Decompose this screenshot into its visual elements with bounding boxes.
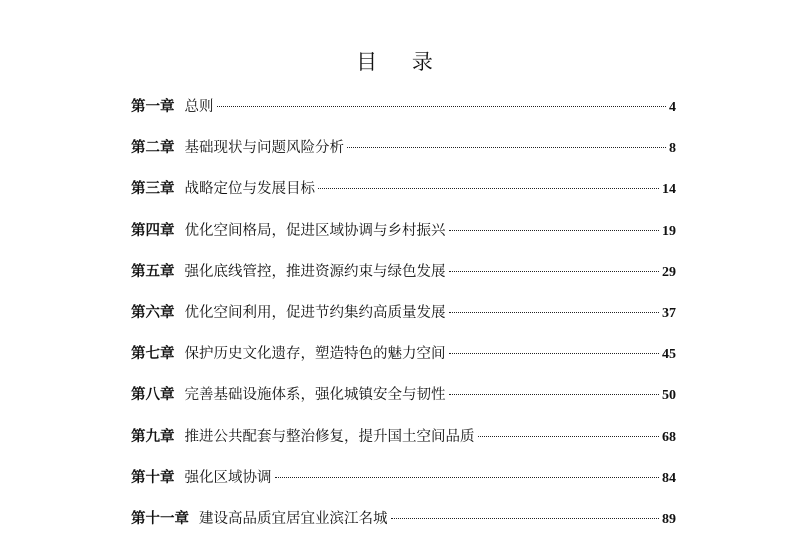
toc-chapter-number: 第二章 (131, 140, 175, 157)
toc-entry[interactable] (131, 92, 676, 133)
toc-page-number: 45 (662, 347, 676, 363)
toc-entry[interactable] (131, 174, 676, 215)
toc-entry[interactable] (131, 463, 676, 504)
toc-chapter-number: 第十一章 (131, 510, 189, 527)
toc-chapter-title: 强化区域协调 (184, 469, 272, 486)
toc-entry[interactable] (131, 422, 676, 463)
toc-entry[interactable] (131, 257, 676, 298)
toc-chapter-number: 第六章 (131, 304, 175, 321)
toc-entry[interactable] (131, 216, 676, 257)
toc-chapter-number: 第五章 (131, 263, 175, 280)
toc-entry[interactable] (131, 298, 676, 339)
toc-chapter-title: 基础现状与问题风险分析 (184, 140, 344, 157)
toc-chapter-title: 完善基础设施体系，强化城镇安全与韧性 (184, 387, 446, 404)
dot-leader (275, 477, 660, 478)
toc-chapter-title: 优化空间格局，促进区域协调与乡村振兴 (184, 222, 446, 239)
toc-page-number: 50 (662, 388, 676, 404)
toc-chapter-title: 优化空间利用，促进节约集约高质量发展 (184, 304, 446, 321)
dot-leader (449, 353, 660, 354)
toc-chapter-number: 第八章 (131, 387, 175, 404)
toc-chapter-title: 推进公共配套与整治修复，提升国土空间品质 (184, 428, 475, 445)
toc-chapter-title: 建设高品质宜居宜业滨江名城 (199, 510, 388, 527)
toc-chapter-number: 第九章 (131, 428, 175, 445)
toc-page-number: 37 (662, 305, 676, 321)
dot-leader (217, 106, 667, 107)
toc-page-number: 89 (662, 511, 676, 527)
dot-leader (347, 147, 666, 148)
toc-page-number: 8 (669, 141, 676, 157)
toc-page-number: 19 (662, 223, 676, 239)
toc-chapter-number: 第三章 (131, 181, 175, 198)
toc-page-number: 4 (669, 100, 676, 115)
toc-title: 目 录 (356, 50, 447, 74)
toc-chapter-title: 战略定位与发展目标 (184, 181, 315, 198)
toc-entry[interactable] (131, 133, 676, 174)
dot-leader (318, 188, 659, 189)
toc-page-number: 68 (662, 429, 676, 445)
toc-chapter-number: 第七章 (131, 346, 175, 363)
toc-chapter-number: 第四章 (131, 222, 175, 239)
toc-chapter-number: 第十章 (131, 469, 175, 486)
dot-leader (449, 230, 660, 231)
dot-leader (449, 271, 660, 272)
toc-page-number: 14 (662, 182, 676, 198)
dot-leader (391, 518, 660, 519)
toc-chapter-title: 保护历史文化遗存，塑造特色的魅力空间 (184, 346, 446, 363)
dot-leader (449, 312, 660, 313)
toc-chapter-title: 强化底线管控，推进资源约束与绿色发展 (184, 263, 446, 280)
dot-leader (478, 436, 660, 437)
toc-entry[interactable] (131, 380, 676, 421)
toc-chapter-number: 第一章 (131, 99, 175, 115)
toc-page-number: 84 (662, 470, 676, 486)
toc-chapter-title: 总则 (184, 99, 214, 115)
table-of-contents (131, 92, 676, 545)
dot-leader (449, 394, 660, 395)
toc-page-number: 29 (662, 264, 676, 280)
toc-entry[interactable] (131, 339, 676, 380)
